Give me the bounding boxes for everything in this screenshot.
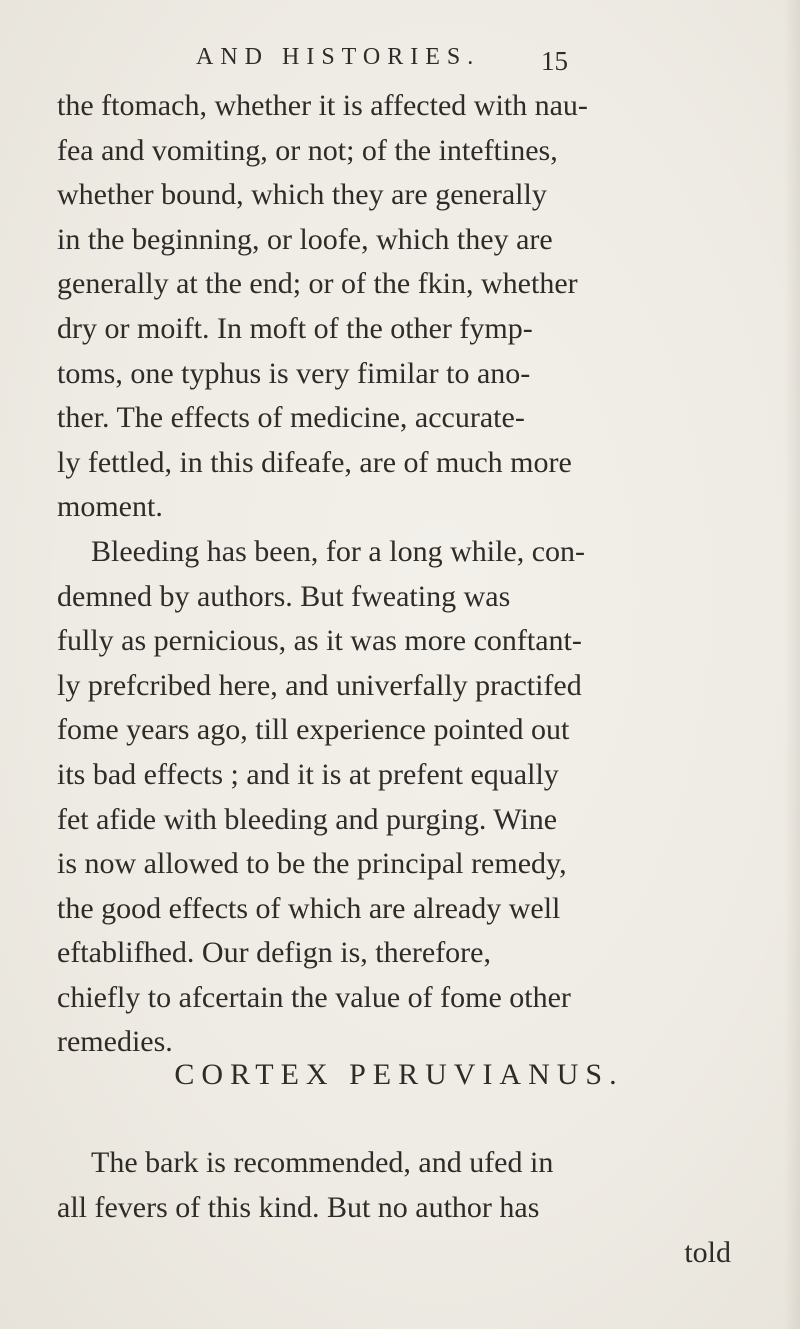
text-line: the good effects of which are already well (57, 891, 561, 925)
text-line: generally at the end; or of the fkin, whether (57, 267, 578, 301)
text-line: ther. The effects of medicine, accurate- (57, 401, 525, 435)
text-line: ly fettled, in this difeafe, are of much more (57, 445, 572, 479)
text-line: all fevers of this kind. But no author has (57, 1191, 540, 1224)
text-line: eftablifhed. Our defign is, therefore, (57, 936, 491, 970)
text-line: fea and vomiting, or not; of the inteftines, (57, 133, 558, 167)
text-line: fet afide with bleeding and purging. Wine (57, 802, 558, 836)
text-line: in the beginning, or loofe, which they are (57, 222, 553, 256)
text-line: demned by authors. But fweating was (57, 579, 511, 613)
text-line: remedies. (57, 1025, 173, 1059)
text-line: toms, one typhus is very fimilar to ano- (57, 356, 531, 390)
text-line: the ftomach, whether it is affected with nau- (57, 89, 588, 122)
text-line: moment. (57, 490, 163, 524)
section-heading: CORTEX PERUVIANUS. (174, 1058, 624, 1091)
running-head (196, 44, 616, 84)
text-line: chiefly to afcertain the value of fome other (57, 980, 571, 1014)
text-line: dry or moift. In moft of the other fymp- (57, 311, 533, 345)
text-line: fome years ago, till experience pointed out (57, 713, 570, 747)
text-line: whether bound, which they are generally (57, 178, 547, 212)
page-edge-shadow (784, 0, 800, 1329)
catchword: told (684, 1236, 731, 1269)
section-text (57, 1140, 737, 1275)
text-line: its bad effects ; and it is at prefent equally (57, 757, 559, 791)
text-line: Bleeding has been, for a long while, con- (91, 534, 586, 568)
text-line: ly prefcribed here, and univerfally practifed (57, 668, 582, 702)
text-line: fully as pernicious, as it was more conftant- (57, 624, 582, 658)
running-title: AND HISTORIES. (196, 44, 481, 70)
main-text (57, 84, 737, 1065)
text-line: The bark is recommended, and ufed in (91, 1146, 554, 1179)
page-number: 15 (541, 46, 568, 76)
text-line: is now allowed to be the principal remedy, (57, 847, 567, 881)
